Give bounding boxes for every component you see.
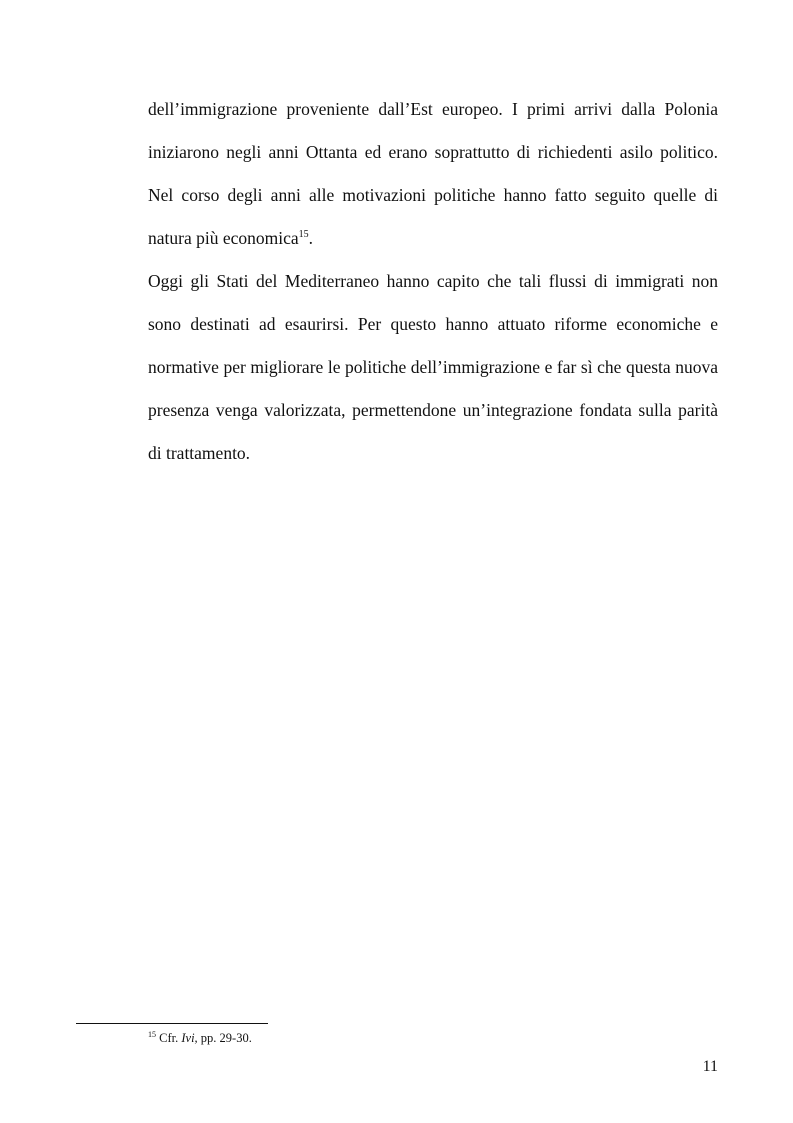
footnote — [148, 1030, 252, 1046]
footnote-number: 15 — [148, 1030, 156, 1039]
paragraph-1 — [148, 88, 718, 260]
paragraph-1-end: . — [308, 228, 314, 248]
paragraph-2: Oggi gli Stati del Mediterraneo hanno capito che tali flussi di immigrati non sono destinati ad esaurirsi. Per questo hanno attuato riforme economiche e normative per migliorare le politiche dell’immigrazione e far sì che questa nuova presenza venga valorizzata, permettendone un’integrazione fondata sulla parità di trattamento. — [148, 271, 718, 463]
footnote-italic: Ivi, — [181, 1031, 198, 1045]
footnote-prefix: Cfr. — [156, 1031, 182, 1045]
page-number: 11 — [702, 1058, 718, 1075]
footnote-suffix: pp. 29-30. — [197, 1031, 252, 1045]
paragraph-1-text: dell’immigrazione proveniente dall’Est europeo. I primi arrivi dalla Polonia iniziarono negli anni Ottanta ed erano soprattutto di richiedenti asilo politico. Nel corso degli anni alle motivazioni politiche hanno fatto seguito quelle di natura più economica — [148, 99, 718, 248]
footnote-reference[interactable]: 15 — [298, 229, 309, 240]
body-text — [148, 88, 718, 475]
footnote-separator — [76, 1023, 268, 1024]
